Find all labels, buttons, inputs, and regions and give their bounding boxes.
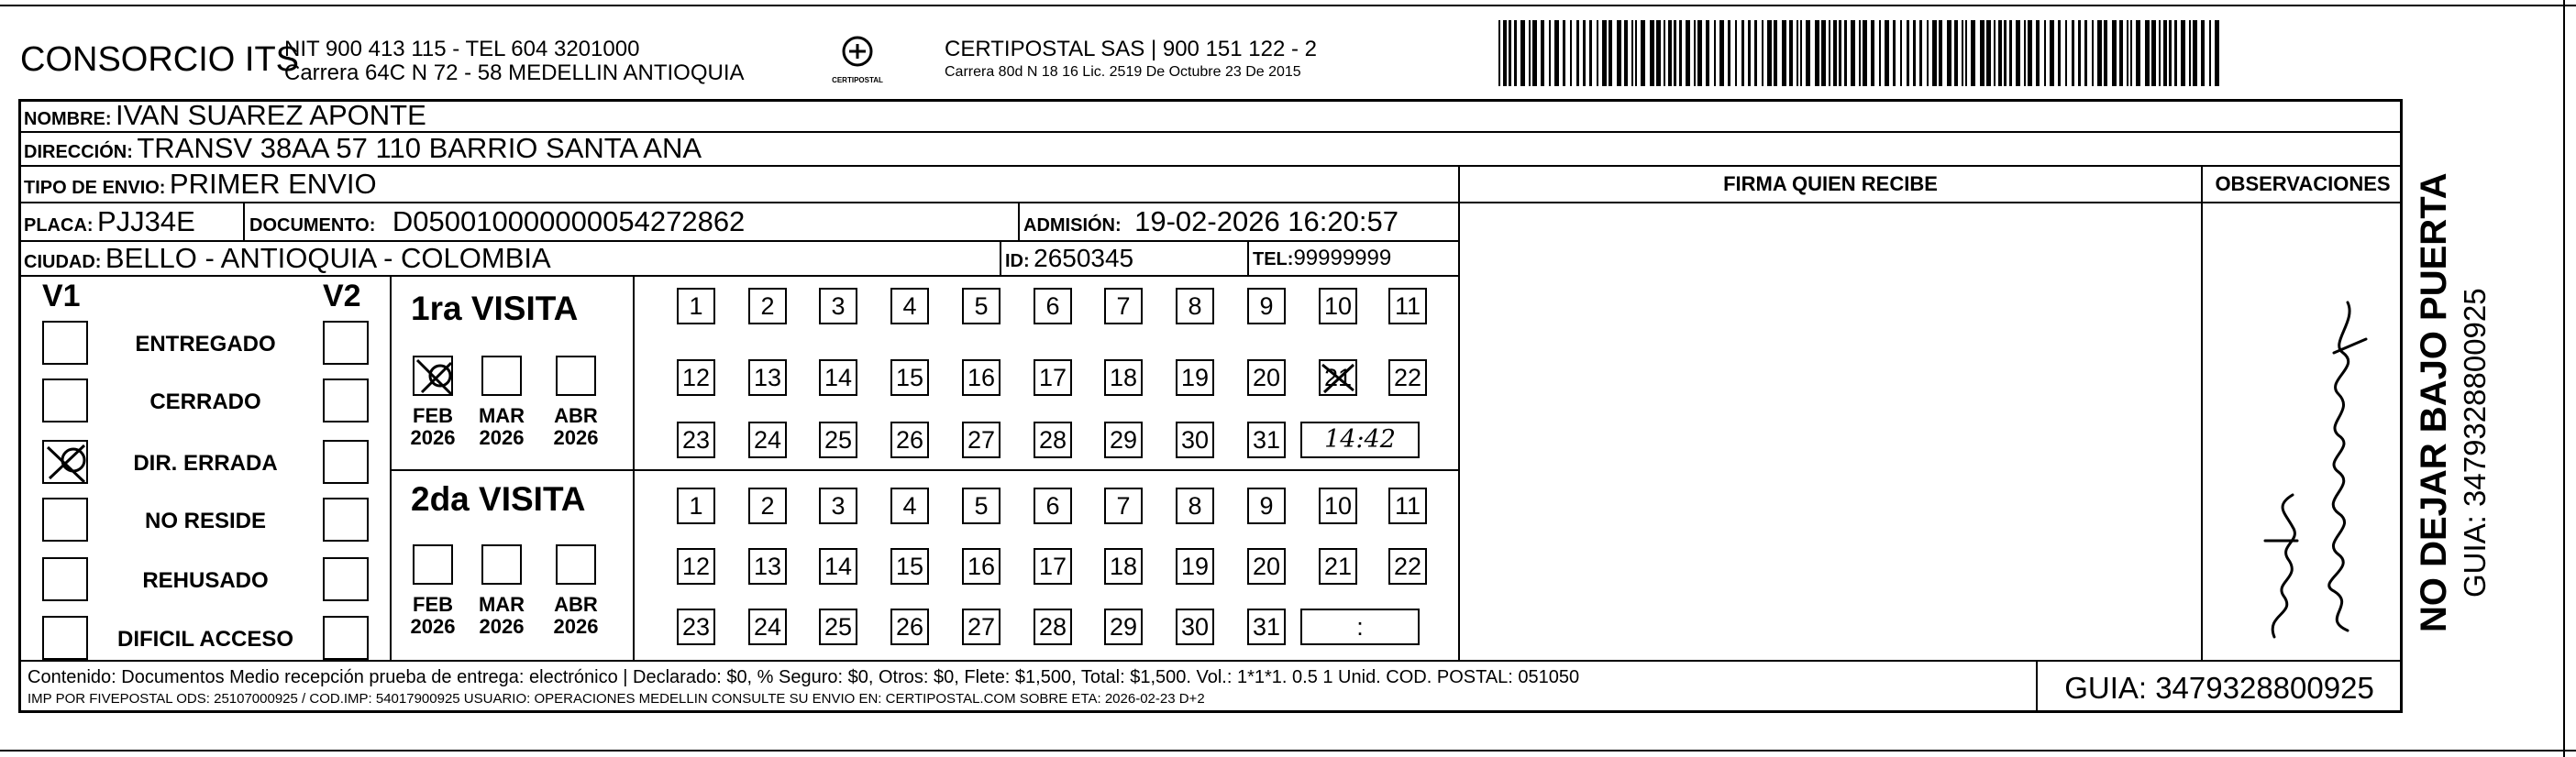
check-mark-icon (44, 442, 90, 486)
day-box[interactable]: 1 (677, 288, 715, 324)
delivery-option-label: REHUSADO (142, 568, 269, 593)
barcode-bar (1919, 20, 1922, 86)
day-box[interactable]: 29 (1104, 609, 1143, 645)
nombre-row (24, 99, 426, 131)
barcode-bar (2215, 20, 2219, 86)
barcode-bar (1954, 20, 1958, 86)
barcode-bar (1797, 20, 1798, 86)
day-box[interactable]: 20 (1247, 359, 1286, 396)
v1-label: V1 (42, 279, 81, 313)
month-year: 2026 (410, 615, 456, 638)
barcode-bar (1503, 20, 1507, 86)
day-box[interactable]: 23 (677, 422, 715, 458)
day-box[interactable]: 12 (677, 548, 715, 585)
barcode-bar (2130, 20, 2132, 86)
placa-cell (24, 203, 195, 240)
day-box[interactable]: 11 (1388, 288, 1427, 324)
month-checkbox-abr[interactable] (556, 356, 596, 396)
month-label (405, 594, 460, 638)
barcode-bar (1719, 20, 1724, 86)
barcode-bar (1679, 20, 1682, 86)
month-year: 2026 (553, 615, 599, 638)
direccion-value: TRANSV 38AA 57 110 BARRIO SANTA ANA (137, 132, 702, 164)
barcode-bar (1806, 20, 1810, 86)
observations-handwriting (2210, 266, 2394, 651)
barcode-bar (1932, 20, 1937, 86)
check-mark-icon (415, 357, 455, 398)
barcode-bar (1844, 20, 1847, 86)
barcode-bar (1839, 20, 1841, 86)
barcode-bar (2181, 20, 2185, 86)
first-visit-time-box[interactable]: 14:42 (1300, 422, 1420, 458)
barcode-bar (1532, 20, 1537, 86)
barcode-bar (1631, 20, 1633, 86)
barcode-bar (1863, 20, 1867, 86)
admision-value: 19-02-2026 16:20:57 (1134, 205, 1399, 237)
barcode-bar (2036, 20, 2040, 86)
barcode-bar (1686, 20, 1690, 86)
col-line-admision (1018, 202, 1020, 240)
day-box[interactable]: 2 (748, 288, 787, 324)
barcode-bar (2072, 20, 2074, 86)
barcode-bar (2009, 20, 2012, 86)
v2-checkbox[interactable] (323, 557, 369, 601)
placa-value: PJJ34E (97, 205, 195, 237)
tipo-row (24, 166, 377, 202)
day-box[interactable]: 1 (677, 488, 715, 524)
day-box[interactable]: 30 (1176, 609, 1214, 645)
day-box[interactable]: 31 (1247, 609, 1286, 645)
month-label (474, 405, 529, 449)
day-box[interactable]: 9 (1247, 488, 1286, 524)
delivery-option-label: CERRADO (149, 389, 261, 414)
day-box[interactable]: 28 (1034, 609, 1072, 645)
barcode-bar (1939, 20, 1942, 86)
delivery-option-label: ENTREGADO (135, 332, 276, 357)
month-name: FEB (413, 404, 453, 427)
day-box[interactable]: 8 (1176, 288, 1214, 324)
barcode-bar (1602, 20, 1607, 86)
documento-value: D050010000000054272862 (392, 205, 746, 237)
barcode (1497, 20, 2221, 86)
ciudad-value: BELLO - ANTIOQUIA - COLOMBIA (105, 242, 551, 274)
day-box[interactable]: 19 (1176, 548, 1214, 585)
month-label (548, 594, 603, 638)
barcode-bar (1668, 20, 1672, 86)
v2-label: V2 (323, 279, 361, 313)
day-box[interactable]: 5 (962, 488, 1001, 524)
barcode-bar (1971, 20, 1975, 86)
month-year: 2026 (479, 426, 525, 449)
day-box[interactable]: 16 (962, 359, 1001, 396)
signature-header-line (1458, 202, 2403, 203)
barcode-bar (1900, 20, 1902, 86)
barcode-bar (1554, 20, 1559, 86)
observations-header: OBSERVACIONES (2215, 172, 2391, 195)
nombre-value: IVAN SUAREZ APONTE (116, 99, 426, 131)
day-box[interactable]: 3 (819, 488, 857, 524)
day-box[interactable]: 31 (1247, 422, 1286, 458)
day-box[interactable]: 14 (819, 548, 857, 585)
v2-checkbox[interactable] (323, 498, 369, 542)
side-guia: GUIA: 3479328800925 (2458, 288, 2492, 598)
placa-label: PLACA: (24, 215, 94, 236)
delivery-option-label: NO RESIDE (144, 509, 267, 533)
barcode-bar (1650, 20, 1654, 86)
barcode-bar (1589, 20, 1592, 86)
card-right-edge (2563, 0, 2565, 757)
barcode-bar (1624, 20, 1628, 86)
barcode-bar (2028, 20, 2032, 86)
barcode-bar (2169, 20, 2172, 86)
barcode-bar (1509, 20, 1511, 86)
barcode-bar (1617, 20, 1621, 86)
day-box[interactable]: 15 (890, 359, 929, 396)
row-line-footer (18, 660, 2403, 662)
documento-cell (249, 203, 745, 240)
barcode-bar (1520, 20, 1525, 86)
ciudad-label: CIUDAD: (24, 252, 102, 272)
barcode-bar (1962, 20, 1963, 86)
barcode-bar (2078, 20, 2081, 86)
barcode-bar (2145, 20, 2150, 86)
id-cell (1005, 241, 1133, 275)
barcode-bar (2151, 20, 2156, 86)
barcode-image (1497, 20, 2221, 86)
barcode-bar (1800, 20, 1802, 86)
company-name: CONSORCIO ITS (20, 40, 300, 79)
day-box[interactable]: 13 (748, 548, 787, 585)
month-year: 2026 (410, 426, 456, 449)
tipo-value: PRIMER ENVIO (169, 168, 377, 200)
day-box[interactable]: 4 (890, 288, 929, 324)
delivery-option-label: DIFICIL ACCESO (116, 627, 293, 652)
barcode-bar (1879, 20, 1881, 86)
barcode-bar (1514, 20, 1517, 86)
day-box[interactable]: 25 (819, 422, 857, 458)
day-box[interactable]: 18 (1104, 359, 1143, 396)
day-box[interactable]: 3 (819, 288, 857, 324)
month-checkbox-mar[interactable] (481, 356, 522, 396)
barcode-bar (1549, 20, 1551, 86)
id-label: ID: (1005, 251, 1030, 271)
day-box[interactable]: 17 (1034, 548, 1072, 585)
barcode-bar (1748, 20, 1751, 86)
first-visit-title: 1ra VISITA (411, 290, 579, 327)
barcode-bar (2119, 20, 2123, 86)
barcode-bar (1597, 20, 1598, 86)
barcode-bar (1829, 20, 1830, 86)
barcode-bar (2024, 20, 2026, 86)
tel-label: TEL: (1253, 249, 1294, 269)
day-box[interactable]: 10 (1319, 488, 1357, 524)
barcode-bar (1697, 20, 1702, 86)
day-box[interactable]: 21 (1319, 359, 1357, 396)
barcode-bar (1927, 20, 1929, 86)
day-box[interactable]: 27 (962, 609, 1001, 645)
barcode-bar (1576, 20, 1579, 86)
barcode-bar (1664, 20, 1665, 86)
v1-checkbox[interactable] (42, 321, 88, 365)
barcode-bar (2016, 20, 2020, 86)
second-visit-title: 2da VISITA (411, 480, 586, 518)
day-box[interactable]: 27 (962, 422, 1001, 458)
month-label (405, 405, 460, 449)
day-box[interactable]: 7 (1104, 488, 1143, 524)
barcode-bar (1762, 20, 1763, 86)
admision-label: ADMISIÓN: (1023, 215, 1122, 236)
barcode-bar (1563, 20, 1565, 86)
admision-cell (1023, 203, 1399, 240)
barcode-bar (2092, 20, 2094, 86)
col-line-placa (243, 202, 245, 240)
id-value: 2650345 (1034, 244, 1134, 272)
cross-mark-icon (1319, 359, 1357, 400)
tel-cell (1253, 241, 1391, 275)
barcode-bar (1583, 20, 1586, 86)
barcode-bar (1694, 20, 1696, 86)
day-box[interactable]: 16 (962, 548, 1001, 585)
barcode-bar (1498, 20, 1500, 86)
barcode-bar (1885, 20, 1889, 86)
day-box[interactable]: 5 (962, 288, 1001, 324)
barcode-bar (1741, 20, 1744, 86)
barcode-bar (1529, 20, 1531, 86)
barcode-bar (2201, 20, 2205, 86)
barcode-bar (2209, 20, 2211, 86)
day-box[interactable]: 22 (1388, 548, 1427, 585)
month-year: 2026 (479, 615, 525, 638)
certipostal-logo (825, 35, 890, 90)
day-box[interactable]: 21 (1319, 548, 1357, 585)
barcode-bar (2174, 20, 2177, 86)
footer-print-info: IMP POR FIVEPOSTAL ODS: 25107000925 / COD.IMP: 54017900925 USUARIO: OPERACIONES MEDELLIN CONSULTE SU ENVIO EN: CERTIPOSTAL.COM SOBRE ETA: 2026-02-23 D+2 (28, 691, 1205, 707)
day-box[interactable]: 26 (890, 422, 929, 458)
barcode-bar (2050, 20, 2054, 86)
col-line-signature (1458, 165, 1460, 660)
day-box[interactable]: 26 (890, 609, 929, 645)
barcode-bar (1635, 20, 1637, 86)
barcode-bar (1641, 20, 1645, 86)
col-line-observations (2201, 165, 2203, 660)
barcode-bar (1706, 20, 1709, 86)
col-line-tel (1247, 240, 1249, 275)
v1-checkbox[interactable] (42, 498, 88, 542)
v2-checkbox[interactable] (323, 440, 369, 484)
barcode-bar (1767, 20, 1772, 86)
barcode-bar (1714, 20, 1716, 86)
day-box[interactable]: 13 (748, 359, 787, 396)
card-bottom-edge (0, 750, 2576, 752)
month-year: 2026 (553, 426, 599, 449)
barcode-bar (2104, 20, 2107, 86)
company-line-2: Carrera 64C N 72 - 58 MEDELLIN ANTIOQUIA (284, 60, 745, 85)
barcode-bar (1965, 20, 1967, 86)
day-box[interactable]: 10 (1319, 288, 1357, 324)
day-box[interactable]: 19 (1176, 359, 1214, 396)
barcode-bar (2112, 20, 2117, 86)
day-box[interactable]: 9 (1247, 288, 1286, 324)
v1-checkbox[interactable] (42, 378, 88, 422)
day-box[interactable]: 7 (1104, 288, 1143, 324)
month-checkbox-mar[interactable] (481, 544, 522, 585)
delivery-option-label: DIR. ERRADA (133, 451, 278, 476)
certipostal-logo-icon (825, 35, 890, 71)
barcode-bar (1833, 20, 1837, 86)
col-line-visits (390, 275, 392, 660)
v1-checkbox[interactable] (42, 440, 88, 484)
barcode-bar (1789, 20, 1793, 86)
month-label (548, 405, 603, 449)
handwriting-image (2210, 266, 2394, 651)
barcode-bar (1998, 20, 2002, 86)
barcode-bar (1851, 20, 1855, 86)
footer-contents: Contenido: Documentos Medio recepción prueba de entrega: electrónico | Declarado: $0, % Seguro: $0, Otros: $0, Flete: $1,500, Total: $1,500. Vol.: 1*1*1. 0.5 1 Unid. COD. POSTAL: 051050 (28, 667, 1580, 687)
barcode-bar (1656, 20, 1661, 86)
barcode-bar (1994, 20, 1996, 86)
barcode-bar (1735, 20, 1737, 86)
v2-checkbox[interactable] (323, 378, 369, 422)
barcode-bar (1570, 20, 1572, 86)
day-box[interactable]: 6 (1034, 288, 1072, 324)
barcode-bar (1871, 20, 1874, 86)
day-box[interactable]: 23 (677, 609, 715, 645)
month-checkbox-feb[interactable] (413, 544, 453, 585)
barcode-bar (2084, 20, 2087, 86)
barcode-bar (2159, 20, 2161, 86)
barcode-bar (1674, 20, 1676, 86)
col-line-id (1000, 240, 1001, 275)
day-box[interactable]: 24 (748, 609, 787, 645)
day-box[interactable]: 22 (1388, 359, 1427, 396)
barcode-bar (2136, 20, 2140, 86)
barcode-bar (1947, 20, 1951, 86)
v2-checkbox[interactable] (323, 321, 369, 365)
barcode-bar (1728, 20, 1730, 86)
month-checkbox-abr[interactable] (556, 544, 596, 585)
day-box[interactable]: 6 (1034, 488, 1072, 524)
carrier-line-2: Carrera 80d N 18 16 Lic. 2519 De Octubre 23 De 2015 (945, 64, 1301, 80)
v2-checkbox[interactable] (323, 616, 369, 660)
company-line-1: NIT 900 413 115 - TEL 604 3201000 (284, 37, 640, 61)
barcode-bar (1907, 20, 1909, 86)
barcode-bar (2163, 20, 2167, 86)
carrier-line-1: CERTIPOSTAL SAS | 900 151 122 - 2 (945, 37, 1317, 61)
day-box[interactable]: 4 (890, 488, 929, 524)
signature-header: FIRMA QUIEN RECIBE (1723, 172, 1938, 195)
barcode-bar (1913, 20, 1916, 86)
barcode-bar (1893, 20, 1896, 86)
day-box[interactable]: 20 (1247, 548, 1286, 585)
day-box[interactable]: 12 (677, 359, 715, 396)
visit-divider (390, 469, 1458, 471)
tipo-label: TIPO DE ENVIO: (24, 178, 166, 198)
barcode-bar (1980, 20, 1985, 86)
day-box[interactable]: 2 (748, 488, 787, 524)
barcode-bar (2097, 20, 2102, 86)
month-name: MAR (478, 404, 525, 427)
month-checkbox-feb[interactable] (413, 356, 453, 396)
barcode-bar (2004, 20, 2007, 86)
day-box[interactable]: 18 (1104, 548, 1143, 585)
footer-guia: GUIA: 3479328800925 (2064, 671, 2374, 705)
barcode-bar (1782, 20, 1786, 86)
side-warning: NO DEJAR BAJO PUERTA (2414, 172, 2454, 632)
day-box[interactable]: 17 (1034, 359, 1072, 396)
second-visit-time-box[interactable]: : (1300, 609, 1420, 645)
nombre-label: NOMBRE: (24, 109, 112, 129)
day-box[interactable]: 14 (819, 359, 857, 396)
day-box[interactable]: 29 (1104, 422, 1143, 458)
barcode-bar (1859, 20, 1861, 86)
month-label (474, 594, 529, 638)
barcode-bar (1609, 20, 1612, 86)
ciudad-cell (24, 241, 551, 275)
barcode-bar (1821, 20, 1826, 86)
documento-label: DOCUMENTO: (249, 215, 376, 236)
col-line-months (633, 275, 635, 660)
barcode-bar (2127, 20, 2128, 86)
barcode-bar (2058, 20, 2061, 86)
barcode-bar (1986, 20, 1991, 86)
month-name: ABR (554, 593, 598, 616)
day-box[interactable]: 25 (819, 609, 857, 645)
barcode-bar (2189, 20, 2191, 86)
day-box[interactable]: 15 (890, 548, 929, 585)
direccion-label: DIRECCIÓN: (24, 142, 133, 162)
barcode-bar (1541, 20, 1544, 86)
day-box[interactable]: 28 (1034, 422, 1072, 458)
barcode-bar (1815, 20, 1819, 86)
v1-checkbox[interactable] (42, 616, 88, 660)
logo-caption: CERTIPOSTAL (832, 76, 883, 84)
barcode-bar (2044, 20, 2046, 86)
barcode-bar (1774, 20, 1777, 86)
card-top-edge (0, 5, 2576, 6)
barcode-bar (1754, 20, 1757, 86)
v1-checkbox[interactable] (42, 557, 88, 601)
day-box[interactable]: 30 (1176, 422, 1214, 458)
day-box[interactable]: 24 (748, 422, 787, 458)
tel-value: 99999999 (1293, 246, 1392, 270)
day-box[interactable]: 11 (1388, 488, 1427, 524)
month-name: MAR (478, 593, 525, 616)
day-box[interactable]: 8 (1176, 488, 1214, 524)
barcode-bar (2193, 20, 2197, 86)
month-name: FEB (413, 593, 453, 616)
month-name: ABR (554, 404, 598, 427)
row-line-5 (18, 275, 1458, 277)
barcode-bar (2065, 20, 2067, 86)
direccion-row (24, 132, 702, 165)
